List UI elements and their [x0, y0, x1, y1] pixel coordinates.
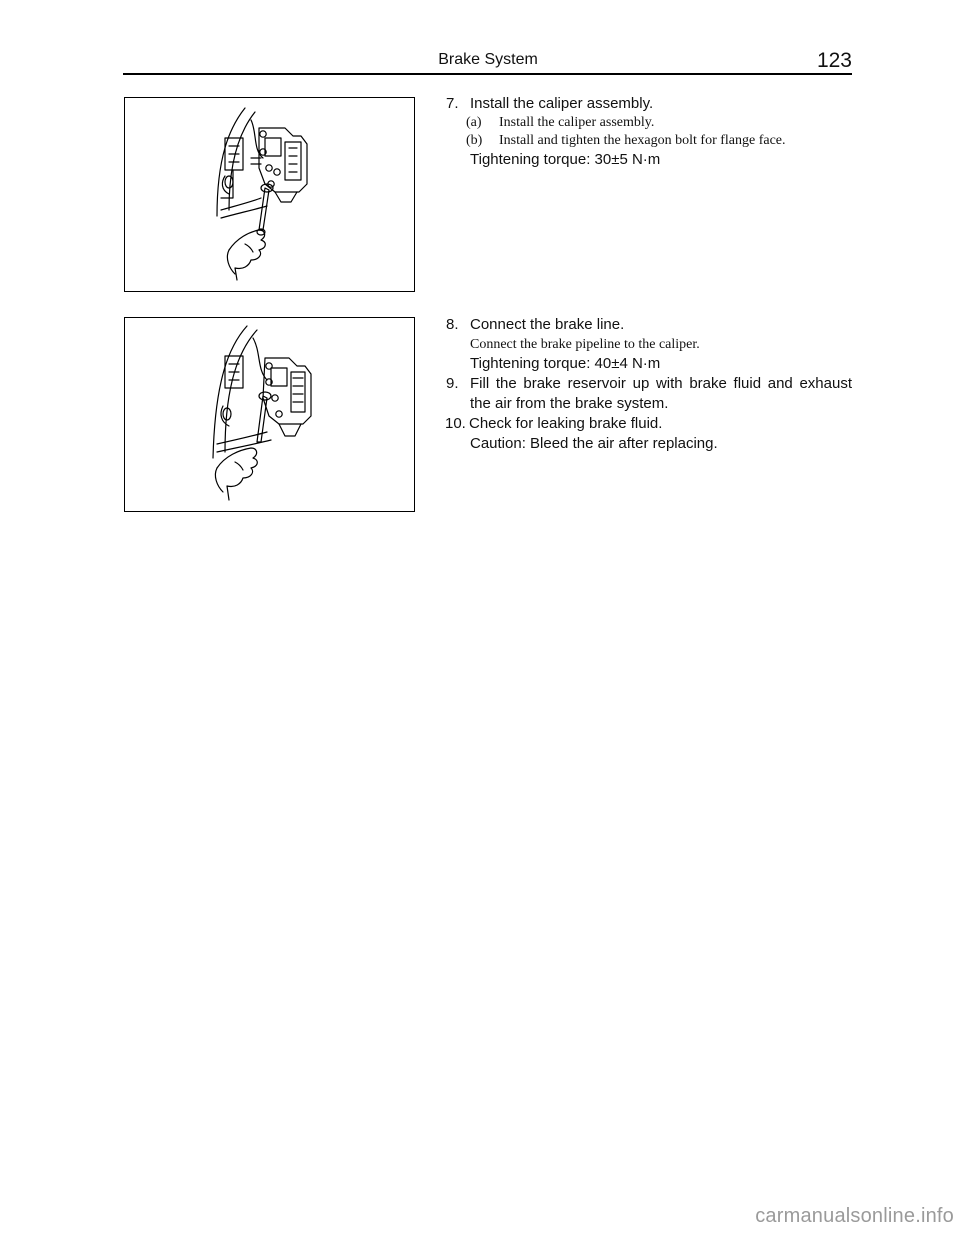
- brake-line-figure: [124, 317, 415, 512]
- watermark: carmanualsonline.info: [755, 1205, 954, 1227]
- substep-text: Install and tighten the hexagon bolt for flange face.: [499, 133, 786, 148]
- step-text: Fill the brake reservoir up with brake fluid and exhaust the air from the brake system.: [470, 375, 852, 412]
- substep-label: (a): [466, 115, 482, 130]
- torque-spec: Tightening torque: 30±5 N·m: [470, 151, 661, 168]
- substep-item: [446, 114, 852, 132]
- step-7-block: [446, 94, 852, 170]
- step-detail: Connect the brake pipeline to the caliper.: [470, 337, 700, 352]
- step-number: 7.: [446, 95, 459, 112]
- brake-line-illustration: [125, 318, 416, 513]
- step-item: [446, 374, 852, 414]
- step-number: 10.: [445, 415, 466, 432]
- caliper-install-figure: [124, 97, 415, 292]
- torque-spec: Tightening torque: 40±4 N·m: [470, 355, 661, 372]
- page-number: 123: [816, 49, 852, 72]
- step-text: Check for leaking brake fluid.: [469, 415, 663, 432]
- step-text: Install the caliper assembly.: [470, 95, 654, 112]
- step-text: Connect the brake line.: [470, 316, 625, 333]
- header-divider: [123, 73, 852, 75]
- steps-8-10-block: [446, 315, 852, 454]
- section-title: Brake System: [438, 51, 538, 68]
- substep-text: Install the caliper assembly.: [499, 115, 655, 130]
- caliper-install-illustration: [125, 98, 416, 293]
- substep-item: [446, 132, 852, 150]
- step-number: 9.: [446, 375, 459, 392]
- step-number: 8.: [446, 316, 459, 333]
- step-item: [446, 94, 852, 114]
- step-item: [446, 315, 852, 335]
- substep-label: (b): [466, 133, 483, 148]
- step-item: [446, 414, 852, 434]
- caution-note: Caution: Bleed the air after replacing.: [470, 435, 718, 452]
